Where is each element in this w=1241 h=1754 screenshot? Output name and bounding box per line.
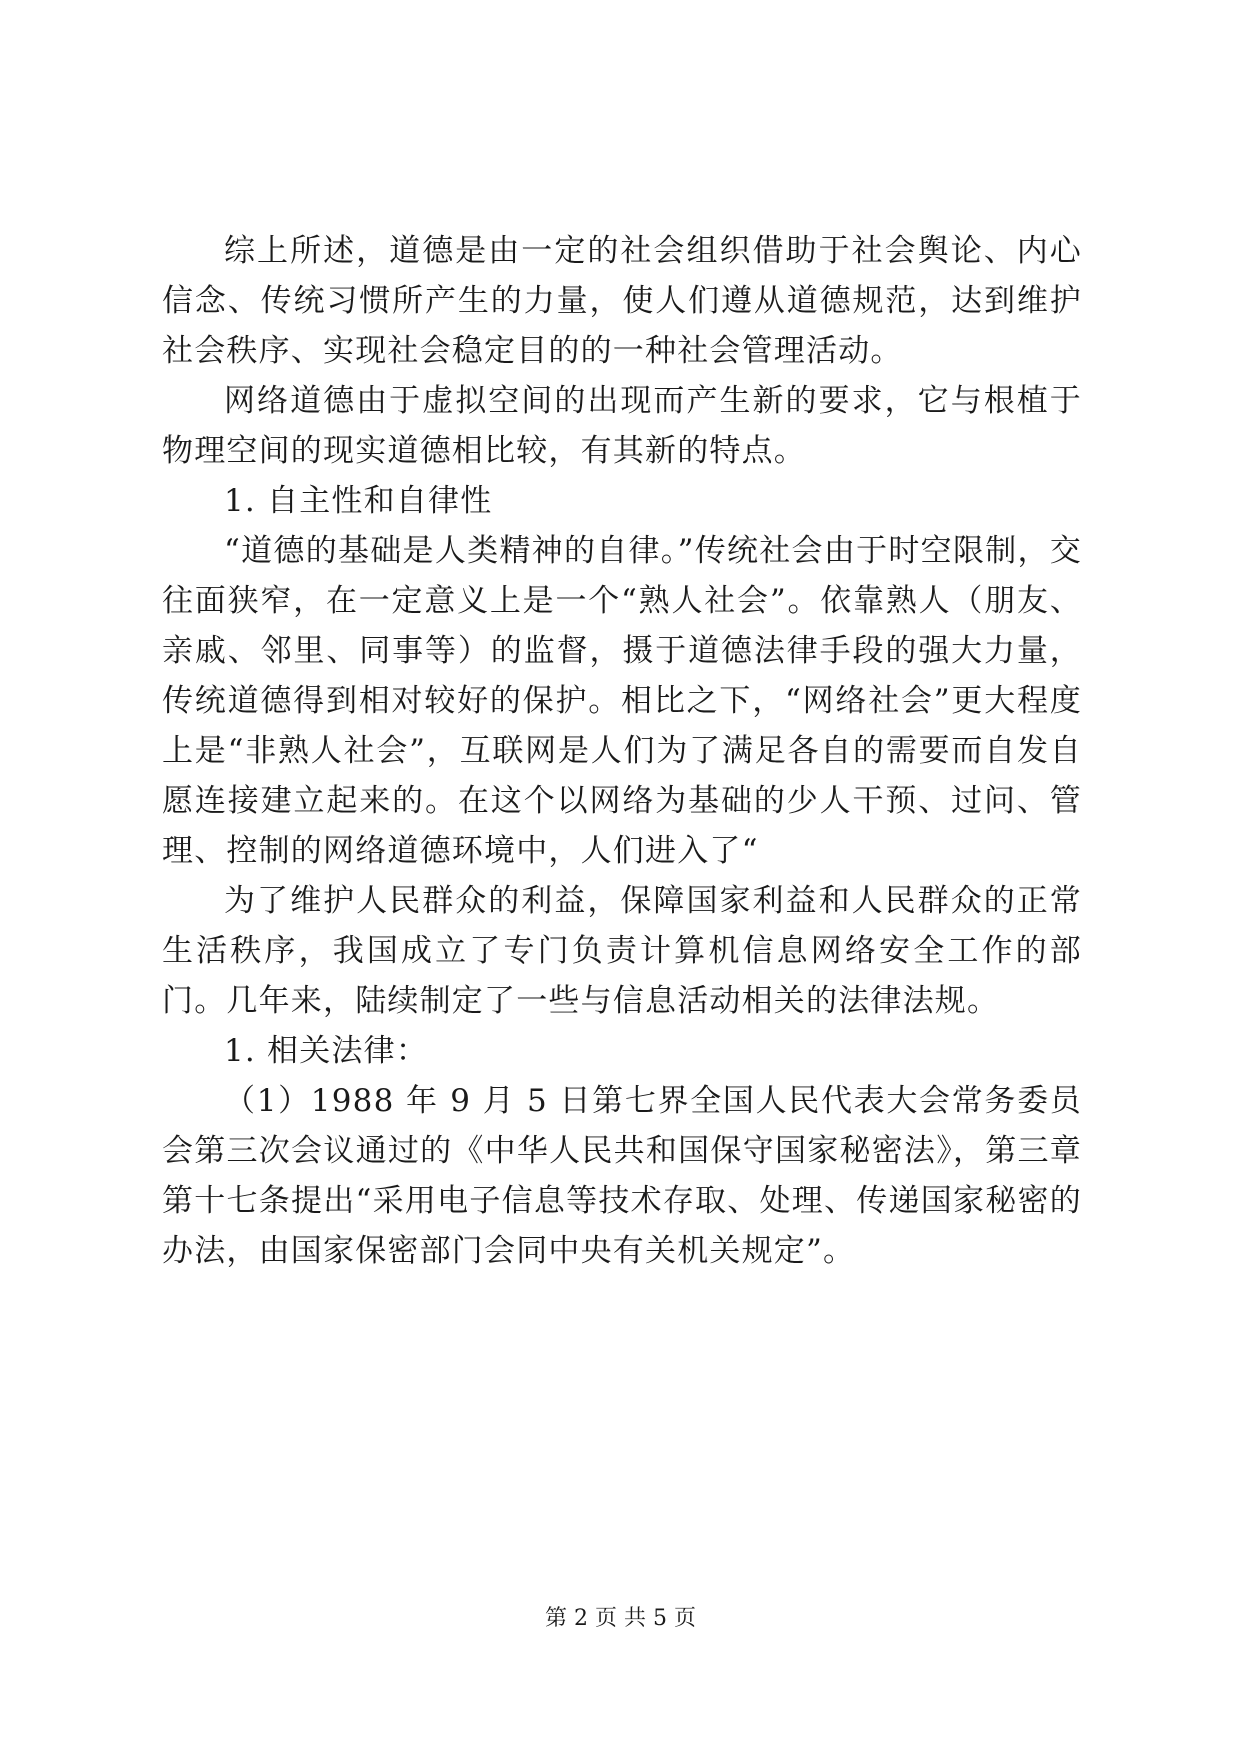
paragraph-self-discipline: “道德的基础是人类精神的自律。”传统社会由于时空限制，交往面狭窄，在一定意义上是一个“熟人社会”。依靠熟人（朋友、亲戚、邻里、同事等）的监督，摄于道德法律手段的强大力量，传统道德得到相对较好的保护。相比之下，“网络社会”更大程度上是“非熟人社会”，互联网是人们为了满足各自的需要而自发自愿连接建立起来的。在这个以网络为基础的少人干预、过问、管理、控制的网络道德环境中，人们进入了“ (162, 533, 1082, 869)
paragraph-network-ethics: 网络道德由于虚拟空间的出现而产生新的要求，它与根植于物理空间的现实道德相比较，有其新的特点。 (162, 383, 1082, 469)
paragraph-summary: 综上所述，道德是由一定的社会组织借助于社会舆论、内心信念、传统习惯所产生的力量，使人们遵从道德规范，达到维护社会秩序、实现社会稳定目的的一种社会管理活动。 (162, 233, 1082, 369)
paragraph-law-1988: （1）1988 年 9 月 5 日第七界全国人民代表大会常务委员会第三次会议通过的《中华人民共和国保守国家秘密法》，第三章第十七条提出“采用电子信息等技术存取、处理、传递国家秘密的办法，由国家保密部门会同中央有关机关规定”。 (162, 1083, 1082, 1269)
heading-autonomy: 1. 自主性和自律性 (224, 483, 493, 519)
document-body (162, 226, 1082, 1276)
heading-related-laws: 1. 相关法律： (224, 1033, 429, 1069)
page-footer: 第 2 页 共 5 页 (545, 1606, 696, 1631)
paragraph-protect-interests: 为了维护人民群众的利益，保障国家利益和人民群众的正常生活秩序，我国成立了专门负责计算机信息网络安全工作的部门。几年来，陆续制定了一些与信息活动相关的法律法规。 (162, 883, 1082, 1019)
